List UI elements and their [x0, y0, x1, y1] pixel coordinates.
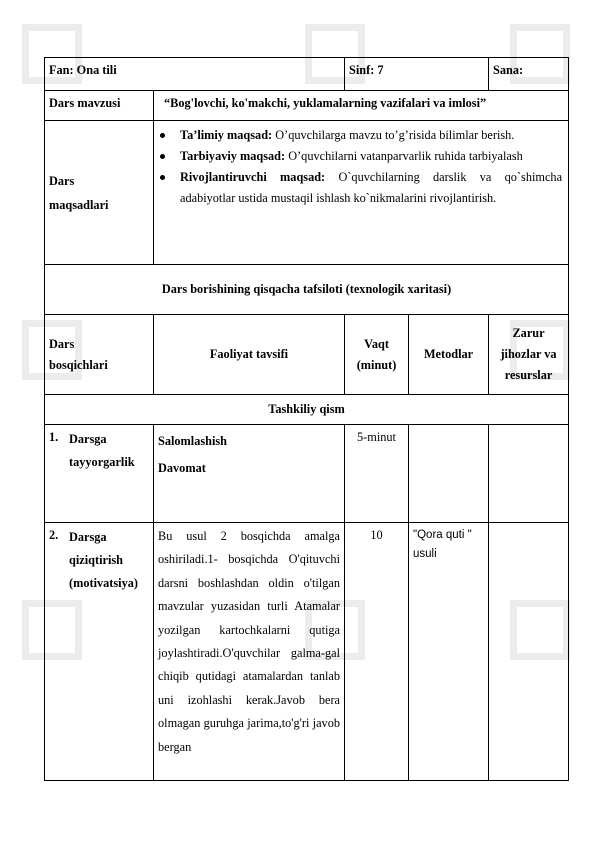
- time-cell: 5-minut: [345, 425, 409, 523]
- goals-list: [158, 125, 562, 209]
- stage-cell: 1. Darsga tayyorgarlik: [45, 425, 154, 523]
- goal-item: Rivojlantiruvchi maqsad: O`quvchilarning darslik va qo`shimcha adabiyotlar ustida mustaqil ishlash ko`nikmalarini rivojlantirish.: [180, 167, 562, 209]
- activity-cell: Salomlashish Davomat: [154, 425, 345, 523]
- row-number: 2.: [49, 528, 59, 542]
- activity-cell: [154, 523, 345, 781]
- row-number: 1.: [49, 430, 59, 444]
- stage-cell: 2. Darsga qiziqtirish (motivatsiya): [45, 523, 154, 781]
- time-cell: 10: [345, 523, 409, 781]
- tools-cell: [489, 425, 569, 523]
- topic-row: [45, 91, 569, 121]
- activity-description: Bu usul 2 bosqichda amalga oshiriladi.1- bosqichda O'qituvchi darsni boshlashdan oldin o'tilgan mavzular yuzasidan turli Atamalar yozilgan kartochkalarni qutiga joylashtiradi.O'quvchilar galma-gal chiqib qutidagi atamalardan tanlab uni izohlashi kerak.Javob bera olmagan guruhga jarima,to'g'ri javob bergan: [158, 529, 341, 754]
- goals-list-cell: [154, 121, 569, 265]
- lesson-plan-table: [44, 57, 569, 781]
- section-title: Dars borishining qisqacha tafsiloti (texnologik xaritasi): [45, 265, 569, 315]
- topic-value: “Bog'lovchi, ko'makchi, yuklamalarning vazifalari va imlosi”: [154, 91, 569, 121]
- header-row: [45, 58, 569, 91]
- column-header-row: [45, 315, 569, 395]
- date-cell: Sana:: [489, 58, 569, 91]
- method-cell: "Qora quti " usuli: [409, 523, 489, 781]
- org-part-row: [45, 395, 569, 425]
- goal-item: Tarbiyaviy maqsad: O’quvchilarni vatanparvarlik ruhida tarbiyalash: [180, 146, 562, 167]
- subject-cell: Fan: Ona tili: [45, 58, 345, 91]
- table-row: [45, 523, 569, 781]
- col-time: Vaqt (minut): [345, 315, 409, 395]
- goal-item: Ta’limiy maqsad: O’quvchilarga mavzu to’g’risida bilimlar berish.: [180, 125, 562, 146]
- org-part-title: Tashkiliy qism: [45, 395, 569, 425]
- col-methods: Metodlar: [409, 315, 489, 395]
- topic-label: Dars mavzusi: [45, 91, 154, 121]
- tools-cell: [489, 523, 569, 781]
- section-title-row: [45, 265, 569, 315]
- grade-cell: Sinf: 7: [345, 58, 489, 91]
- col-tools: Zarur jihozlar va resurslar: [489, 315, 569, 395]
- method-cell: [409, 425, 489, 523]
- goals-row: [45, 121, 569, 265]
- col-activity: Faoliyat tavsifi: [154, 315, 345, 395]
- table-row: [45, 425, 569, 523]
- col-stages: Dars bosqichlari: [45, 315, 154, 395]
- goals-label: Dars maqsadlari: [45, 121, 154, 265]
